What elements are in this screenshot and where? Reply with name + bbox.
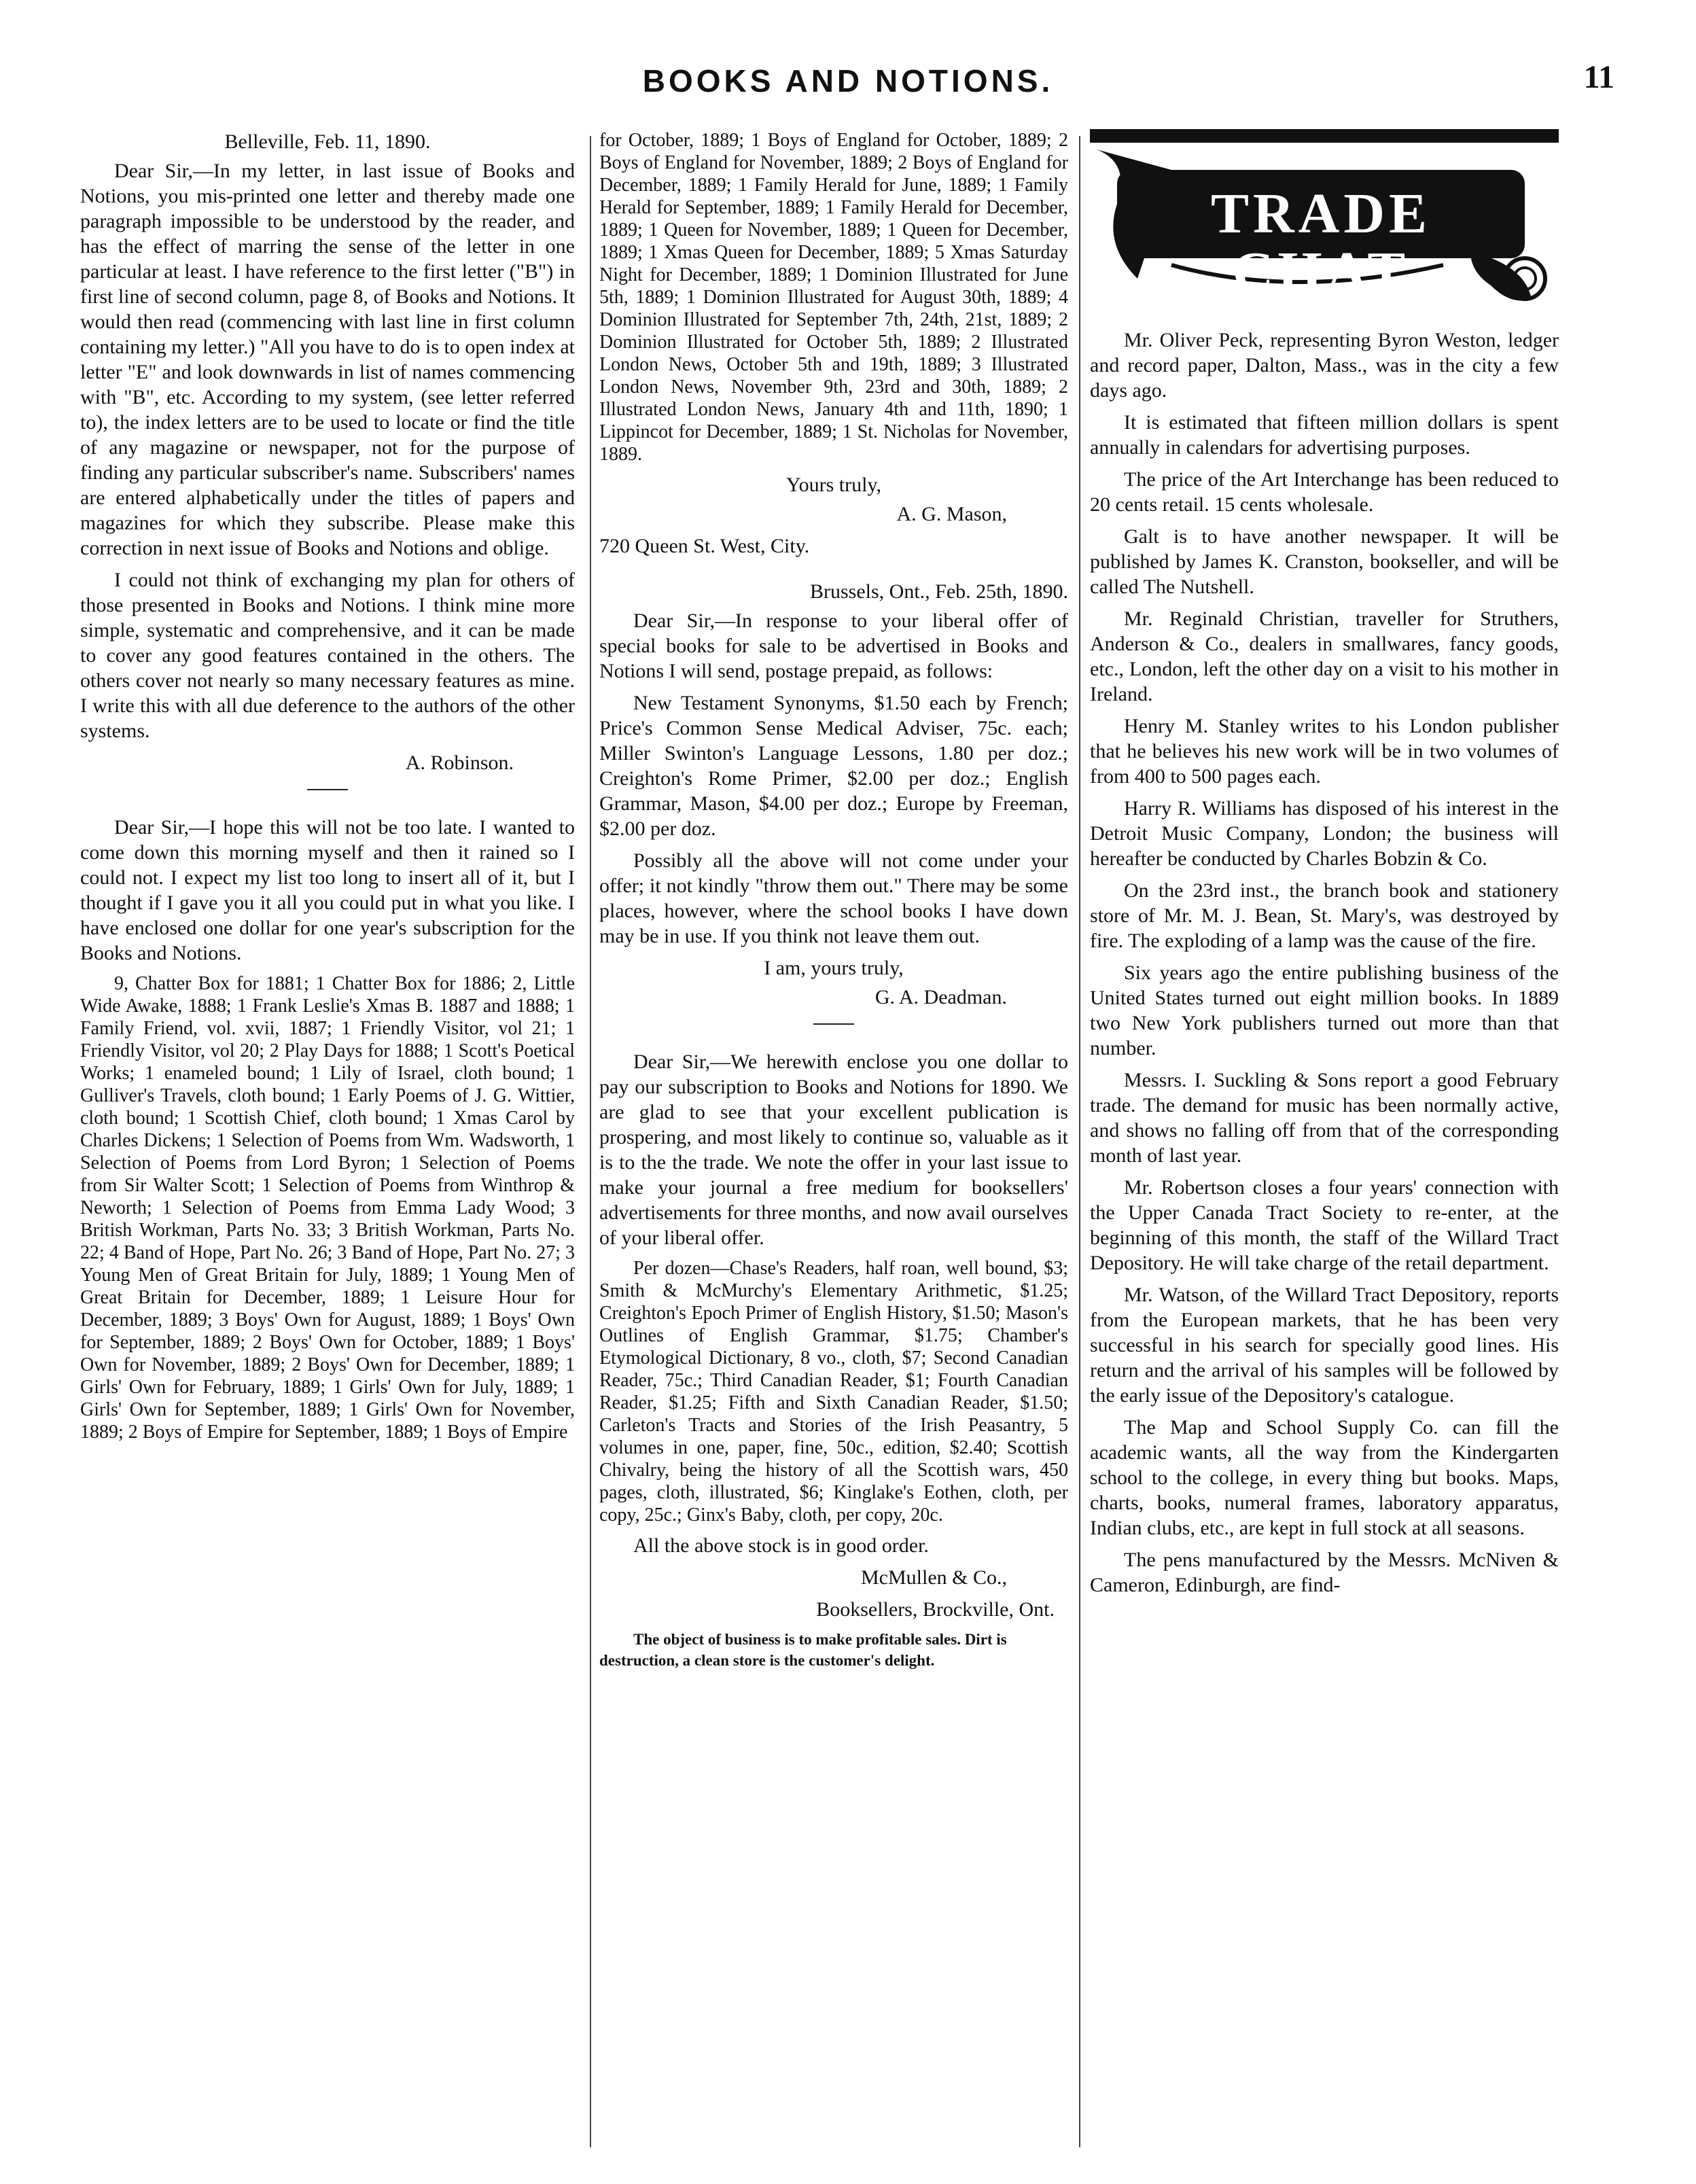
trade-chat-item: The Map and School Supply Co. can fill the academic wants, all the way from the Kindergarten school to the college, in every thing but books. Maps, charts, books, numeral frames, laboratory apparatus, Indian clubs, etc., are kept in full stock at all seasons. xyxy=(1090,1416,1559,1539)
trade-chat-item: Mr. Watson, of the Willard Tract Depository, reports from the European markets, that he has been very successful in his search for specially good lines. His return and the arrival of his samples will be followed by the early issue of the Depository's catalogue. xyxy=(1090,1284,1559,1407)
letter-mcmullen-paragraph-1: Dear Sir,—We herewith enclose you one dollar to pay our subscription to Books and Notions for 1890. We are glad to see that your excellent publication is prospering, and most likely to continue so, valuable as it is to the the trade. We note the offer in your last issue to make your journal a free medium for booksellers' advertisements for three months, and now avail ourselves of your liberal offer. xyxy=(599,1051,1068,1249)
book-list: 9, Chatter Box for 1881; 1 Chatter Box for 1886; 2, Little Wide Awake, 1888; 1 Frank Leslie's Xmas B. 1887 and 1888; 1 Family Friend, vol. xvii, 1887; 1 Friendly Visitor, vol 21; 1 Friendly Visitor, vol 20; 2 Play Days for 1888; 1 Scott's Poetical Works; 1 enameled bound; 1 Lily of Israel, cloth bound; 1 Gulliver's Travels, cloth bound; 1 Early Poems of J. G. Wittier, cloth bound; 1 Scottish Chief, cloth bound; 1 Xmas Carol by Charles Dickens; 1 Selection of Poems from Wm. Wadsworth, 1 Selection of Poems from Lord Byron; 1 Selection of Poems from Sir Walter Scott; 1 Selection of Poems from Winthrop & Neworth; 1 Selection of Poems from Emma Lady Wood; 3 British Workman, Parts No. 33; 3 British Workman, Parts No. 22; 4 Band of Hope, Part No. 26; 3 Band of Hope, Part No. 27; 3 Young Men of Great Britain for July, 1889; 1 Young Men of Great Britain for December, 1889; 1 Leisure Hour for December, 1889; 3 Boys' Own for August, 1889; 1 Boys' Own for September, 1889; 2 Boys' Own for October, 1889; 1 Boys' Own for November, 1889; 2 Boys' Own for December, 1889; 1 Girls' Own for February, 1889; 1 Girls' Own for July, 1889; 1 Girls' Own for September, 1889; 1 Girls' Own for November, 1889; 2 Boys of Empire for September, 1889; 1 Boys of Empire xyxy=(80,973,575,1443)
signature-mcmullen: McMullen & Co., xyxy=(861,1566,1007,1589)
trade-chat-banner-text: TRADE CHAT xyxy=(1210,182,1432,304)
trade-chat-item: The price of the Art Interchange has been reduced to 20 cents retail. 15 cents wholesale. xyxy=(1090,468,1559,516)
book-list-continued: for October, 1889; 1 Boys of England for October, 1889; 2 Boys of England for November, 1889; 2 Boys of England for December, 1889; 1 Family Herald for June, 1889; 1 Family Herald for September, 1889; 1 Family Herald for December, 1889; 1 Queen for November, 1889; 1 Queen for December, 1889; 1 Xmas Queen for December, 1889; 5 Xmas Saturday Night for December, 1889; 1 Dominion Illustrated for June 5th, 1889; 1 Dominion Illustrated for August 30th, 1889; 4 Dominion Illustrated for September 7th, 24th, 21st, 1889; 2 Dominion Illustrated for October 5th, 1889; 2 Illustrated London News, October 5th and 19th, 1889; 3 Illustrated London News, November 9th, 23rd and 30th, 1889; 2 Illustrated London News, January 4th and 11th, 1890; 1 Lippincot for December, 1889; 1 St. Nicholas for November, 1889. xyxy=(599,130,1068,465)
letter-list-intro: Dear Sir,—I hope this will not be too late. I wanted to come down this morning myself and then it rained so I could not. I expect my list too long to insert all of it, but I thought if I gave you it all you could put in what you like. I have enclosed one dollar for one year's subscription for the Books and Notions. xyxy=(80,816,575,964)
trade-chat-item: Mr. Robertson closes a four years' connection with the Upper Canada Tract Society to re-enter, at the beginning of this month, the staff of the Willard Tract Depository. He will take charge of the retail department. xyxy=(1090,1176,1559,1274)
trade-chat-item: The pens manufactured by the Messrs. McNiven & Cameron, Edinburgh, are find- xyxy=(1090,1549,1559,1596)
publication-title: BOOKS AND NOTIONS. xyxy=(642,63,1054,99)
letter-mcmullen-paragraph-2: Per dozen—Chase's Readers, half roan, well bound, $3; Smith & McMurchy's Elementary Arithmetic, $1.25; Creighton's Epoch Primer of English History, $1.50; Mason's Outlines of English Grammar, $1.75; Chamber's Etymological Dictionary, 8 vo., cloth, $7; Second Canadian Reader, 75c.; Third Canadian Reader, $1; Fourth Canadian Reader, $1.25; Fifth and Sixth Canadian Reader, $1.50; Carleton's Tracts and Stories of the Irish Peasantry, 5 volumes in one, paper, fine, 50c., edition, $2.40; Scottish Chivalry, being the history of all the Scottish wars, 450 pages, cloth, illustrated, $6; Kinglake's Eothen, cloth, per copy, 25c.; Ginx's Baby, cloth, per copy, 20c. xyxy=(599,1258,1068,1526)
section-rule xyxy=(307,789,348,790)
letter-deadman-paragraph-2: New Testament Synonyms, $1.50 each by French; Price's Common Sense Medical Adviser, 75c. each; Miller Swinton's Language Lessons, 1.80 per doz.; Creighton's Rome Primer, $2.00 per doz.; English Grammar, Mason, $4.00 per doz.; Europe by Freeman, $2.00 per doz. xyxy=(599,692,1068,840)
letter-robinson-paragraph-2: I could not think of exchanging my plan for others of those presented in Books and Notions. I think mine more simple, systematic and comprehensive, and it can be made to cover any good features contained in the others. The others cover not nearly so many necessary features as mine. I write this with all due deference to the authors of the other systems. xyxy=(80,569,575,742)
trade-chat-item: Harry R. Williams has disposed of his interest in the Detroit Music Company, London; the business will hereafter be conducted by Charles Bobzin & Co. xyxy=(1090,797,1559,870)
address-mason: 720 Queen St. West, City. xyxy=(599,535,810,557)
closing-deadman: I am, yours truly, xyxy=(764,957,904,979)
page-number: 11 xyxy=(1583,59,1614,95)
trade-chat-item: Mr. Reginald Christian, traveller for Struthers, Anderson & Co., dealers in smallwares, fancy goods, etc., London, left the other day on a visit to his mother in Ireland. xyxy=(1090,607,1559,705)
signature-deadman: G. A. Deadman. xyxy=(874,986,1007,1008)
section-rule xyxy=(813,1023,854,1025)
letter-mcmullen-paragraph-3: All the above stock is in good order. xyxy=(633,1534,929,1557)
letter-deadman-paragraph-1: Dear Sir,—In response to your liberal offer of special books for sale to be advertised in Books and Notions I will send, postage prepaid, as follows: xyxy=(599,610,1068,682)
column-2 xyxy=(599,129,1068,1678)
trade-chat-item: Galt is to have another newspaper. It will be published by James K. Cranston, bookseller, and will be called The Nutshell. xyxy=(1090,525,1559,598)
closing-yours-truly: Yours truly, xyxy=(785,474,882,496)
trade-chat-banner xyxy=(1090,129,1559,313)
trade-chat-item: Mr. Oliver Peck, representing Byron Weston, ledger and record paper, Dalton, Mass., was in the city a few days ago. xyxy=(1090,329,1559,402)
dateline-brussels: Brussels, Ont., Feb. 25th, 1890. xyxy=(809,580,1068,603)
trade-chat-item: Henry M. Stanley writes to his London publisher that he believes his new work will be in two volumes of from 400 to 500 pages each. xyxy=(1090,715,1559,788)
signature-robinson: A. Robinson. xyxy=(405,752,514,774)
trade-chat-item: On the 23rd inst., the branch book and stationery store of Mr. M. J. Bean, St. Mary's, was destroyed by fire. The exploding of a lamp was the cause of the fire. xyxy=(1090,879,1559,952)
trade-chat-item: Six years ago the entire publishing business of the United States turned out eight million books. In 1889 two New York publishers turned out more than that number. xyxy=(1090,962,1559,1059)
letter-robinson-paragraph-1: Dear Sir,—In my letter, in last issue of Books and Notions, you mis-printed one letter and thereby made one paragraph impossible to be understood by the reader, and has the effect of marring the sense of the letter in one particular at least. I have reference to the first letter ("B") in first line of second column, page 8, of Books and Notions. It would then read (commencing with last line in first column containing my letter.) "All you have to do is to open index at letter "E" and look downwards in list of names commencing with "B", etc. According to my system, (see letter referred to), the index letters are to be used to locate or find the title of any magazine or newspaper, not for the purpose of finding any particular subscriber's name. Subscribers' names are entered alphabetically under the titles of papers and magazines for which they subscribe. Please make this correction in next issue of Books and Notions and oblige. xyxy=(80,160,575,559)
signature-mason: A. G. Mason, xyxy=(896,503,1007,525)
address-mcmullen: Booksellers, Brockville, Ont. xyxy=(816,1598,1055,1621)
column-divider-2 xyxy=(1079,136,1080,2147)
business-motto: The object of business is to make profitable sales. Dirt is destruction, a clean store is the customer's delight. xyxy=(599,1631,1007,1669)
column-3 xyxy=(1090,129,1559,1604)
column-1 xyxy=(80,129,575,1450)
dateline-belleville: Belleville, Feb. 11, 1890. xyxy=(224,130,431,153)
column-divider-1 xyxy=(590,136,591,2147)
trade-chat-item: Messrs. I. Suckling & Sons report a good February trade. The demand for music has been normally active, and shows no falling off from that of the corresponding month of last year. xyxy=(1090,1069,1559,1167)
letter-deadman-paragraph-3: Possibly all the above will not come under your offer; it not kindly "throw them out." There may be some places, however, where the school books I have down may be in use. If you think not leave them out. xyxy=(599,849,1068,947)
trade-chat-item: It is estimated that fifteen million dollars is spent annually in calendars for advertising purposes. xyxy=(1090,411,1559,459)
